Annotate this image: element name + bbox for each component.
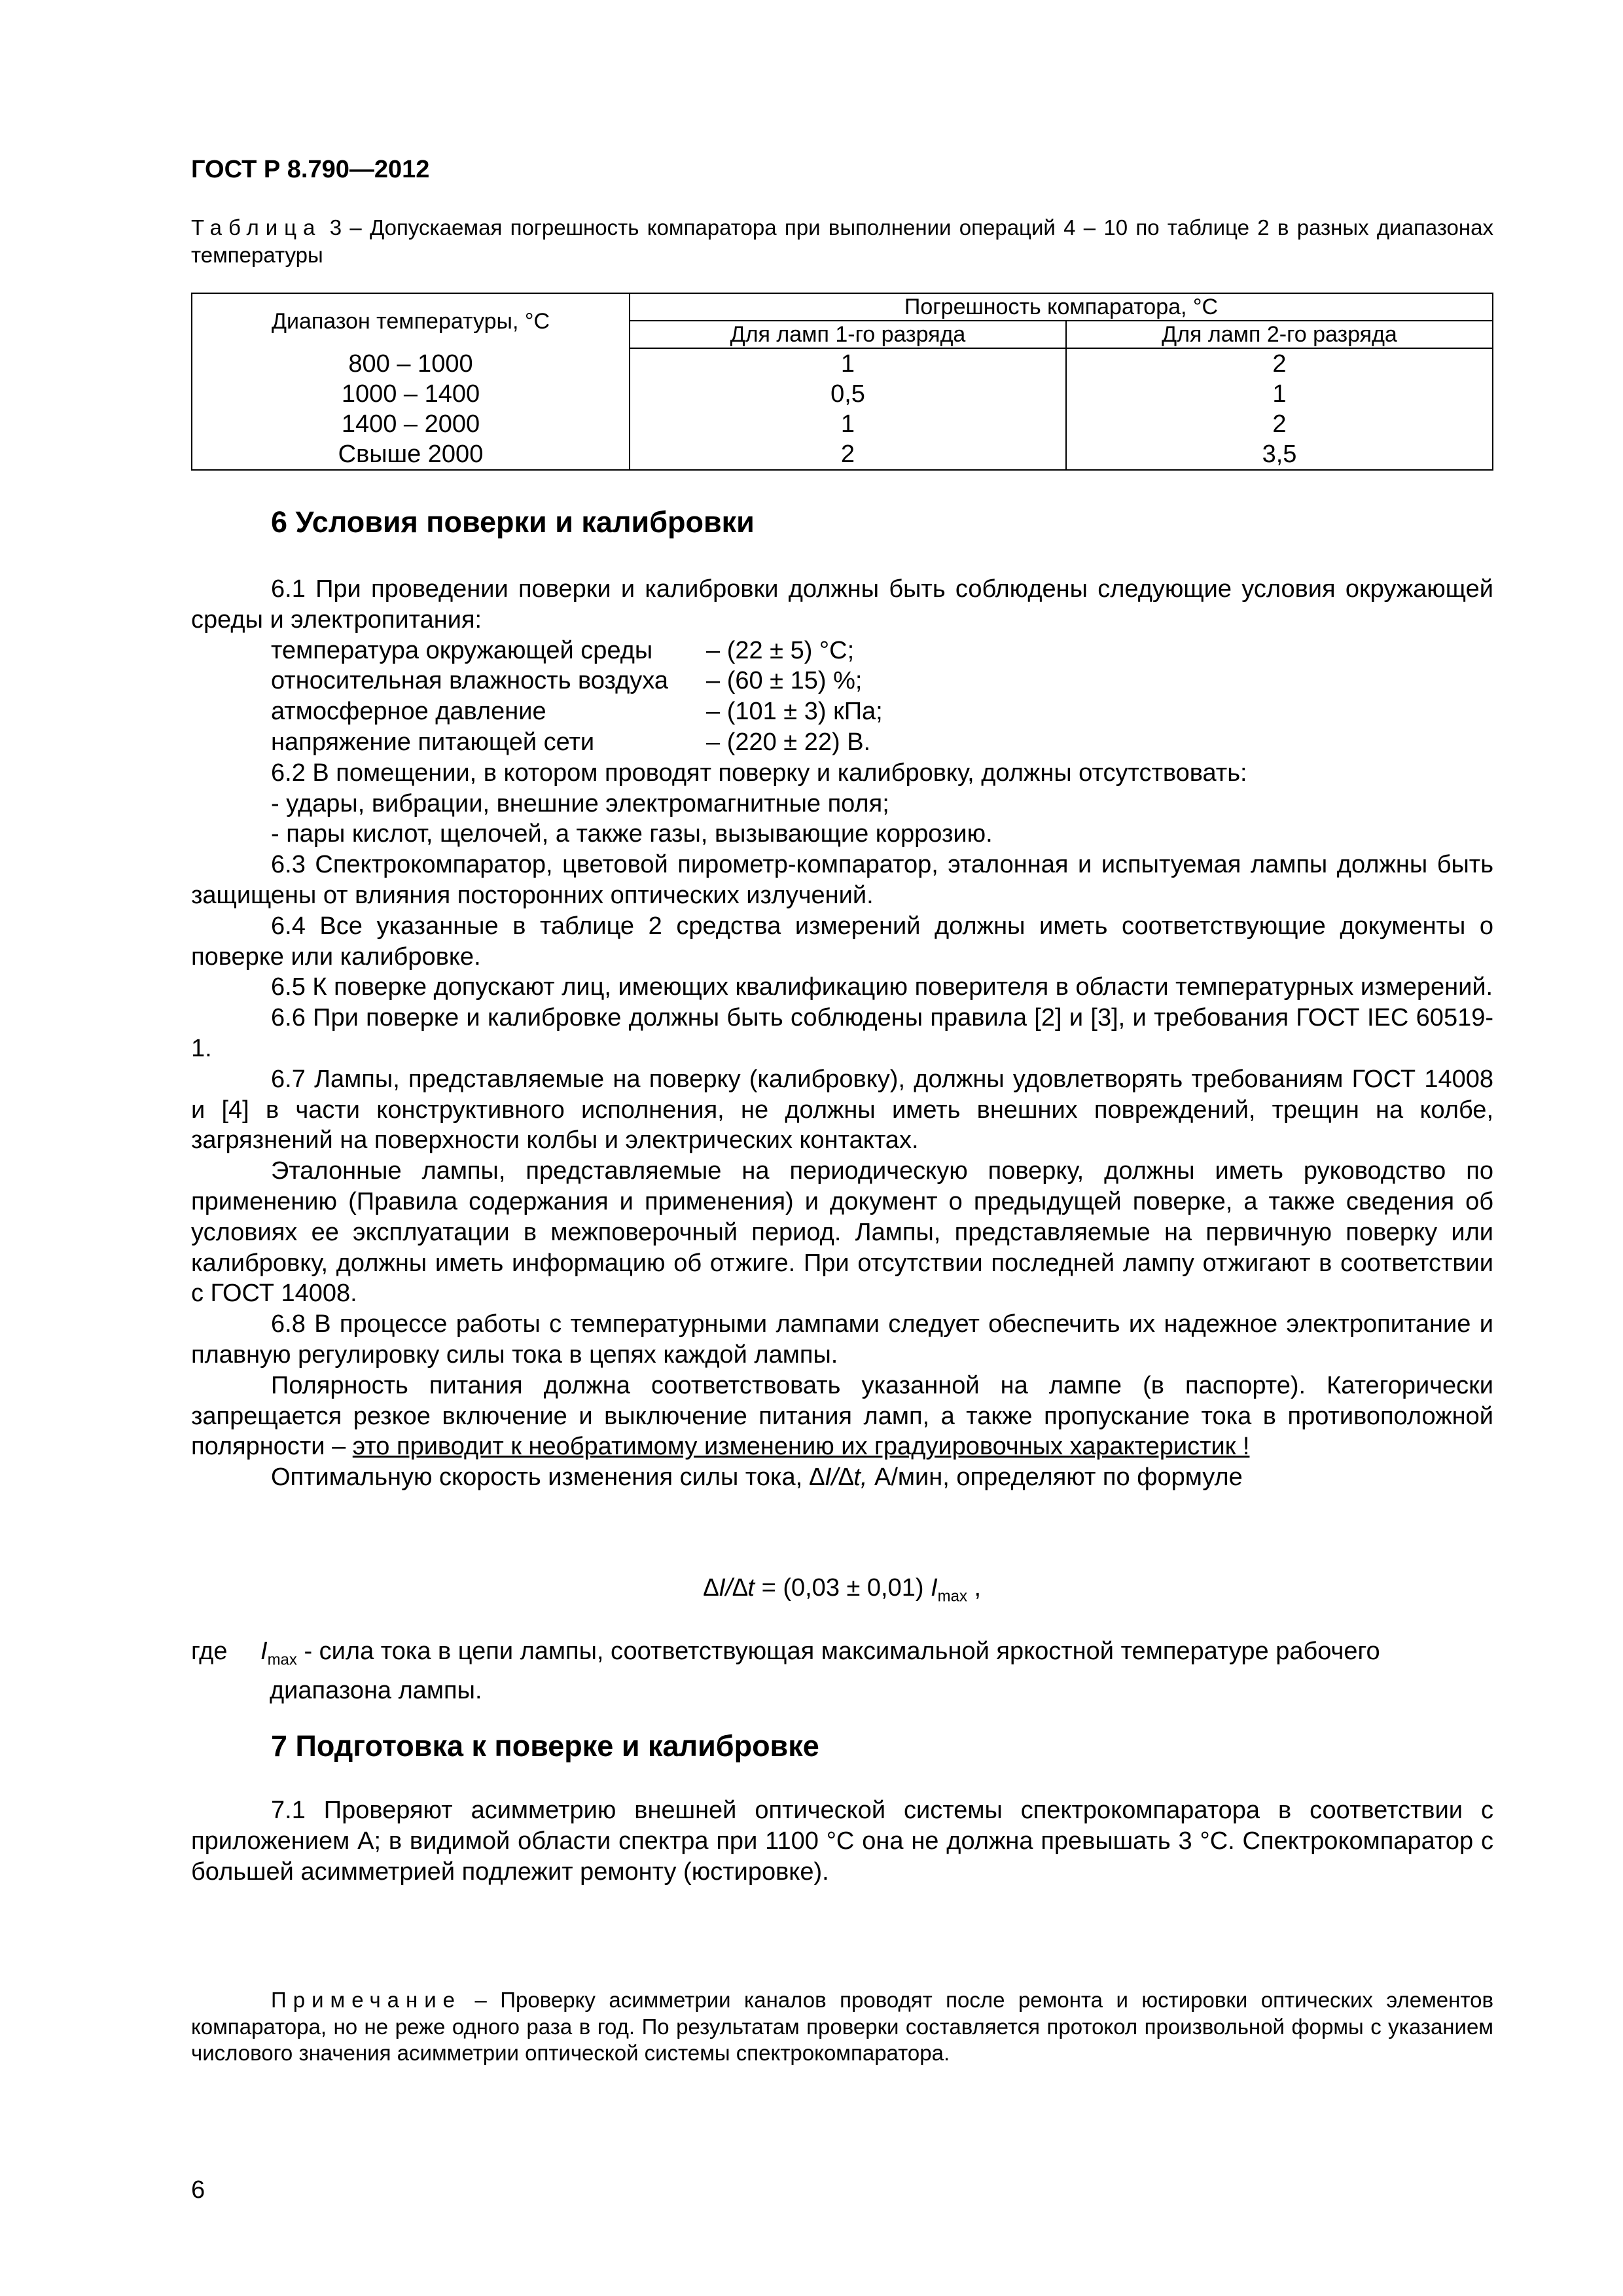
formula-i: I [931,1574,938,1602]
note-paragraph [191,1987,1493,2067]
cell-lamp1: 1 [630,409,1066,439]
cell-range: 1000 – 1400 [192,379,630,409]
cell-lamp1: 2 [630,439,1066,470]
paragraph-6-2: 6.2 В помещении, в котором проводят поверку и калибровку, должны отсутствовать: [271,759,1247,787]
formula-middle: = (0,03 ± 0,01) [755,1574,931,1602]
where-text: - сила тока в цепи лампы, соответствующая максимальной яркостной температуре рабочего [296,1638,1380,1665]
paragraph-6-8: 6.8 В процессе работы с температурными лампами следует обеспечить их надежное электропитание и плавную регулировку силы тока в цепях каждой лампы. [191,1310,1493,1369]
where-line [191,1636,1493,1676]
table-row [192,439,1493,470]
condition-label: температура окружающей среды [271,636,653,664]
table-row [192,409,1493,439]
cell-range: Свыше 2000 [192,439,630,470]
table-caption-text: 3 – Допускаемая погрешность компаратора при выполнении операций 4 – 10 по таблице 2 в разных диапазонах температуры [191,215,1493,267]
polarity-text: Полярность питания должна соответствовать указанной на лампе (в паспорте). Категорически запрещается резкое включение и выключение питания ламп, а также пропускание тока в противоположной полярности – [191,1371,1493,1461]
condition-row [191,666,1493,696]
note-text: – Проверку асимметрии каналов проводят после ремонта и юстировки оптических элементов компаратора, но не реже одного раза в год. По результатам проверки составляется протокол произвольной формы с указанием числового значения асимметрии оптической системы спектрокомпаратора. [191,1988,1493,2065]
comparator-error-table [191,293,1493,471]
polarity-warning: это приводит к необратимому изменению их градуировочных характеристик ! [352,1433,1250,1461]
paragraph-6-8-b [191,1371,1493,1462]
condition-value: – (101 ± 3) кПа; [706,698,883,726]
where-continuation: диапазона лампы. [270,1677,482,1705]
cell-lamp2: 2 [1066,409,1493,439]
paragraph-6-7-b: Эталонные лампы, представляемые на периодическую поверку, должны иметь руководство по применению (Правила содержания и применения) и документ о предыдущей поверке, а также сведения об условиях ее эксплуатации в межповерочный период. Лампы, представляемые на первичную поверку или калибровку, должны иметь информацию об отжиге. При отсутствии последней лампу отжигают в соответствии с ГОСТ 14008. [191,1157,1493,1308]
paragraph-6-5: 6.5 К поверке допускают лиц, имеющих квалификацию поверителя в области температурных измерений. [271,973,1493,1001]
document-id: ГОСТ Р 8.790—2012 [191,156,430,183]
formula-sub: max [937,1587,967,1605]
paragraph-6-4: 6.4 Все указанные в таблице 2 средства измерений должны иметь соответствующие документы о поверке или калибровке. [191,912,1493,971]
formula-end: , [967,1574,982,1602]
table-row [192,348,1493,379]
rate-text: Оптимальную скорость изменения силы тока, [271,1463,810,1492]
section-7-title: 7 Подготовка к поверке и калибровке [271,1729,819,1763]
condition-row [191,696,1493,727]
table-caption [191,214,1493,269]
cell-lamp2: 1 [1066,379,1493,409]
paragraph-6-7: 6.7 Лампы, представляемые на поверку (калибровку), должны удовлетворять требованиям ГОСТ 14008 и [4] в части конструктивного исполнения, не должны иметь внешних повреждений, трещин на колбе, загрязнений на поверхности колбы и электрических контактах. [191,1065,1493,1155]
condition-label: атмосферное давление [271,698,546,726]
condition-row [191,727,1493,758]
condition-value: – (220 ± 22) В. [706,728,871,756]
cell-range: 800 – 1000 [192,348,630,379]
table-caption-word: Таблица [191,215,322,240]
condition-label: напряжение питающей сети [271,728,595,756]
condition-row [191,636,1493,666]
table-row [192,379,1493,409]
section-6-body [191,574,1493,1493]
note [191,1987,1493,2067]
section-6-title: 6 Условия поверки и калибровки [271,505,755,539]
list-item: - удары, вибрации, внешние электромагнитные поля; [271,789,889,817]
list-item: - пары кислот, щелочей, а также газы, вызывающие коррозию. [271,820,993,848]
where-word: где [191,1638,228,1665]
paragraph-7-1: 7.1 Проверяют асимметрию внешней оптической системы спектрокомпаратора в соответствии с приложением А; в видимой области спектра при 1100 °С она не должна превышать 3 °С. Спектрокомпаратор с большей асимметрией подлежит ремонту (юстировке). [191,1797,1493,1886]
cell-lamp2: 2 [1066,348,1493,379]
rate-symbol: ∆I/∆t, [809,1463,868,1492]
where-sub: max [267,1651,297,1669]
page-number: 6 [191,2176,205,2204]
section-7-body [191,1795,1493,1887]
condition-value: – (22 ± 5) °С; [706,636,855,664]
cell-lamp1: 1 [630,348,1066,379]
where-i: I [260,1638,268,1665]
paragraph-6-6: 6.6 При поверке и калибровке должны быть соблюдены правила [2] и [3], и требования ГОСТ IEC 60519-1. [191,1004,1493,1062]
formula-explanation [191,1636,1493,1706]
paragraph-6-1: 6.1 При проведении поверки и калибровки должны быть соблюдены следующие условия окружающей среды и электропитания: [191,575,1493,634]
header-range: Диапазон температуры, °С [192,293,630,348]
header-lamp1: Для ламп 1-го разряда [630,321,1066,348]
header-error-group: Погрешность компаратора, °С [630,293,1493,321]
note-word: Примечание [271,1988,462,2012]
where-definition [260,1636,1493,1676]
current-rate-formula [191,1574,1493,1606]
cell-lamp1: 0,5 [630,379,1066,409]
paragraph-6-8-c [191,1462,1493,1493]
condition-label: относительная влажность воздуха [271,667,668,695]
paragraph-6-3: 6.3 Спектрокомпаратор, цветовой пирометр-компаратор, эталонная и испытуемая лампы должны быть защищены от влияния посторонних оптических излучений. [191,851,1493,909]
rate-text-end: А/мин, определяют по формуле [867,1463,1243,1492]
cell-range: 1400 – 2000 [192,409,630,439]
condition-value: – (60 ± 15) %; [706,667,863,695]
formula-lhs: ∆I/∆t [703,1574,755,1602]
header-lamp2: Для ламп 2-го разряда [1066,321,1493,348]
cell-lamp2: 3,5 [1066,439,1493,470]
